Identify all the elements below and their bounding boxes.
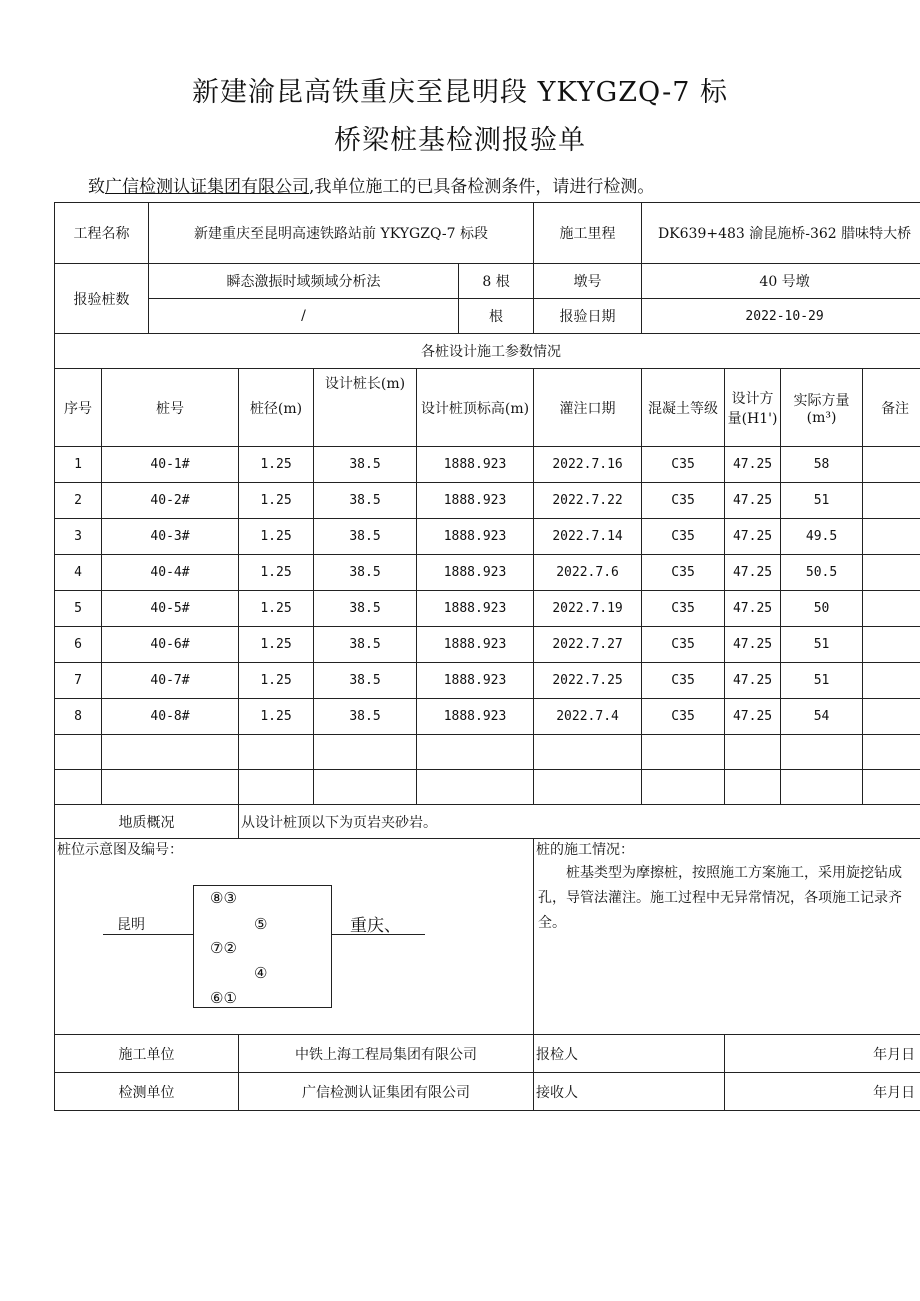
mileage-value: DK639+483 渝昆施桥-362 腊味特大桥 bbox=[642, 203, 920, 264]
cell-no: 3 bbox=[55, 519, 102, 555]
document-subtitle: 桥梁桩基检测报验单 bbox=[334, 125, 586, 156]
cell-concrete-grade: C35 bbox=[642, 519, 725, 555]
cell-actual-volume: 51 bbox=[781, 627, 863, 663]
test-method-1: 瞬态激振时域频域分析法 bbox=[149, 264, 459, 299]
cell-length: 38.5 bbox=[314, 555, 417, 591]
cell-no: 6 bbox=[55, 627, 102, 663]
construction-text: 桩基类型为摩擦桩，按照施工方案施工，采用旋挖钻成孔，导管法灌注。施工过程中无异常情况，各项施工记录齐全。 bbox=[538, 865, 903, 931]
cell-diameter: 1.25 bbox=[239, 519, 314, 555]
pile-layout-cell bbox=[55, 839, 534, 1035]
cell-elevation: 1888.923 bbox=[417, 555, 534, 591]
cell-design-volume: 47.25 bbox=[725, 591, 781, 627]
params-section-title: 各桩设计施工参数情况 bbox=[55, 334, 920, 369]
cell-length: 38.5 bbox=[314, 699, 417, 735]
cell-pile: 40-8# bbox=[102, 699, 239, 735]
header-concrete-grade: 混凝土等级 bbox=[642, 369, 725, 447]
cell-actual-volume: 50.5 bbox=[781, 555, 863, 591]
table-row bbox=[55, 555, 920, 591]
intro-prefix: 致 bbox=[88, 177, 105, 197]
cell-concrete-grade: C35 bbox=[642, 447, 725, 483]
recipient-company: 广信检测认证集团有限公司 bbox=[105, 177, 309, 197]
empty-row bbox=[55, 735, 920, 770]
cell-design-volume: 47.25 bbox=[725, 699, 781, 735]
cell-length: 38.5 bbox=[314, 627, 417, 663]
contractor-value: 中铁上海工程局集团有限公司 bbox=[239, 1035, 534, 1073]
table-row bbox=[55, 519, 920, 555]
report-date-label: 报验日期 bbox=[534, 299, 642, 334]
receiver-label: 接收人 bbox=[534, 1073, 725, 1111]
cell-pour-date: 2022.7.16 bbox=[534, 447, 642, 483]
intro-suffix: ,我单位施工的已具备检测条件，请进行检测。 bbox=[309, 177, 655, 197]
pile-layout-label: 桩位示意图及编号： bbox=[57, 842, 183, 858]
empty-row bbox=[55, 770, 920, 805]
cell-actual-volume: 49.5 bbox=[781, 519, 863, 555]
receiver-date: 年月日 bbox=[725, 1073, 920, 1111]
cell-pile: 40-2# bbox=[102, 483, 239, 519]
cell-elevation: 1888.923 bbox=[417, 483, 534, 519]
contractor-label: 施工单位 bbox=[55, 1035, 239, 1073]
cell-diameter: 1.25 bbox=[239, 555, 314, 591]
table-row bbox=[55, 627, 920, 663]
cell-length: 38.5 bbox=[314, 519, 417, 555]
table-row bbox=[55, 663, 920, 699]
header-no: 序号 bbox=[55, 369, 102, 447]
report-date-value: 2022-10-29 bbox=[642, 299, 920, 334]
header-note: 备注 bbox=[863, 369, 920, 447]
cell-note bbox=[863, 663, 920, 699]
cell-elevation: 1888.923 bbox=[417, 519, 534, 555]
cell-concrete-grade: C35 bbox=[642, 555, 725, 591]
header-pile: 桩号 bbox=[102, 369, 239, 447]
cell-design-volume: 47.25 bbox=[725, 555, 781, 591]
cell-length: 38.5 bbox=[314, 447, 417, 483]
cell-concrete-grade: C35 bbox=[642, 627, 725, 663]
cell-concrete-grade: C35 bbox=[642, 591, 725, 627]
pile-count-2: 根 bbox=[459, 299, 534, 334]
project-name-value: 新建重庆至昆明高速铁路站前 YKYGZQ-7 标段 bbox=[149, 203, 534, 264]
cell-actual-volume: 51 bbox=[781, 483, 863, 519]
cell-actual-volume: 54 bbox=[781, 699, 863, 735]
testing-unit-label: 检测单位 bbox=[55, 1073, 239, 1111]
cell-concrete-grade: C35 bbox=[642, 699, 725, 735]
cell-pile: 40-3# bbox=[102, 519, 239, 555]
geology-value: 从设计桩顶以下为页岩夹砂岩。 bbox=[239, 805, 920, 839]
cell-concrete-grade: C35 bbox=[642, 483, 725, 519]
cell-no: 7 bbox=[55, 663, 102, 699]
pile-pair-8-3: ⑧③ bbox=[210, 889, 237, 907]
cell-note bbox=[863, 555, 920, 591]
intro-line bbox=[88, 172, 654, 197]
cell-pile: 40-1# bbox=[102, 447, 239, 483]
cell-pour-date: 2022.7.27 bbox=[534, 627, 642, 663]
cell-diameter: 1.25 bbox=[239, 627, 314, 663]
cell-design-volume: 47.25 bbox=[725, 519, 781, 555]
cell-pour-date: 2022.7.14 bbox=[534, 519, 642, 555]
pier-label: 墩号 bbox=[534, 264, 642, 299]
cell-pour-date: 2022.7.25 bbox=[534, 663, 642, 699]
cell-pour-date: 2022.7.6 bbox=[534, 555, 642, 591]
cell-no: 8 bbox=[55, 699, 102, 735]
cell-diameter: 1.25 bbox=[239, 591, 314, 627]
testing-unit-value: 广信检测认证集团有限公司 bbox=[239, 1073, 534, 1111]
mileage-label: 施工里程 bbox=[534, 203, 642, 264]
cell-design-volume: 47.25 bbox=[725, 483, 781, 519]
header-elevation: 设计桩顶标高(m) bbox=[417, 369, 534, 447]
cell-note bbox=[863, 447, 920, 483]
params-header-row bbox=[55, 369, 920, 447]
cell-note bbox=[863, 627, 920, 663]
cell-length: 38.5 bbox=[314, 591, 417, 627]
left-city-label: 昆明 bbox=[117, 917, 145, 933]
cell-pile: 40-6# bbox=[102, 627, 239, 663]
pile-count-label: 报验桩数 bbox=[55, 264, 149, 334]
cell-pour-date: 2022.7.22 bbox=[534, 483, 642, 519]
document-title: 新建渝昆高铁重庆至昆明段 YKYGZQ-7 标 bbox=[191, 77, 728, 108]
cell-concrete-grade: C35 bbox=[642, 663, 725, 699]
inspector-date: 年月日 bbox=[725, 1035, 920, 1073]
cell-pile: 40-7# bbox=[102, 663, 239, 699]
cell-diameter: 1.25 bbox=[239, 699, 314, 735]
inspection-form bbox=[54, 202, 920, 1111]
cell-design-volume: 47.25 bbox=[725, 663, 781, 699]
test-method-2: / bbox=[149, 299, 459, 334]
cell-no: 4 bbox=[55, 555, 102, 591]
pile-pair-6-1: ⑥① bbox=[210, 989, 237, 1007]
pile-4: ④ bbox=[254, 964, 268, 982]
cell-no: 2 bbox=[55, 483, 102, 519]
header-design-volume: 设计方量(H1') bbox=[725, 369, 781, 447]
table-row bbox=[55, 699, 920, 735]
cell-elevation: 1888.923 bbox=[417, 699, 534, 735]
right-alignment-line bbox=[331, 934, 425, 935]
table-row bbox=[55, 483, 920, 519]
construction-label: 桩的施工情况： bbox=[536, 842, 635, 858]
left-alignment-line bbox=[103, 934, 193, 935]
cell-design-volume: 47.25 bbox=[725, 447, 781, 483]
cell-pour-date: 2022.7.4 bbox=[534, 699, 642, 735]
cell-actual-volume: 51 bbox=[781, 663, 863, 699]
header-actual-volume: 实际方量(m³) bbox=[781, 369, 863, 447]
cell-diameter: 1.25 bbox=[239, 483, 314, 519]
cell-pour-date: 2022.7.19 bbox=[534, 591, 642, 627]
pile-count-1: 8 根 bbox=[459, 264, 534, 299]
cell-note bbox=[863, 519, 920, 555]
header-diameter: 桩径(m) bbox=[239, 369, 314, 447]
cell-elevation: 1888.923 bbox=[417, 627, 534, 663]
pile-pair-7-2: ⑦② bbox=[210, 939, 237, 957]
pier-value: 40 号墩 bbox=[642, 264, 920, 299]
cell-pile: 40-4# bbox=[102, 555, 239, 591]
cell-diameter: 1.25 bbox=[239, 663, 314, 699]
cell-note bbox=[863, 591, 920, 627]
cell-design-volume: 47.25 bbox=[725, 627, 781, 663]
cell-length: 38.5 bbox=[314, 663, 417, 699]
header-pour-date: 灌注口期 bbox=[534, 369, 642, 447]
cell-pile: 40-5# bbox=[102, 591, 239, 627]
cell-actual-volume: 50 bbox=[781, 591, 863, 627]
project-name-label: 工程名称 bbox=[55, 203, 149, 264]
cell-elevation: 1888.923 bbox=[417, 447, 534, 483]
cell-no: 1 bbox=[55, 447, 102, 483]
table-row bbox=[55, 591, 920, 627]
cell-no: 5 bbox=[55, 591, 102, 627]
geology-label: 地质概况 bbox=[55, 805, 239, 839]
pile-layout-diagram bbox=[57, 839, 531, 1031]
cell-elevation: 1888.923 bbox=[417, 663, 534, 699]
construction-cell bbox=[534, 839, 920, 1035]
table-row bbox=[55, 447, 920, 483]
cell-diameter: 1.25 bbox=[239, 447, 314, 483]
cell-note bbox=[863, 483, 920, 519]
right-city-label: 重庆、 bbox=[350, 916, 401, 936]
cell-note bbox=[863, 699, 920, 735]
inspector-label: 报检人 bbox=[534, 1035, 725, 1073]
cell-elevation: 1888.923 bbox=[417, 591, 534, 627]
pile-5: ⑤ bbox=[254, 915, 268, 933]
cell-actual-volume: 58 bbox=[781, 447, 863, 483]
header-length: 设计桩长(m) bbox=[314, 369, 417, 447]
cell-length: 38.5 bbox=[314, 483, 417, 519]
